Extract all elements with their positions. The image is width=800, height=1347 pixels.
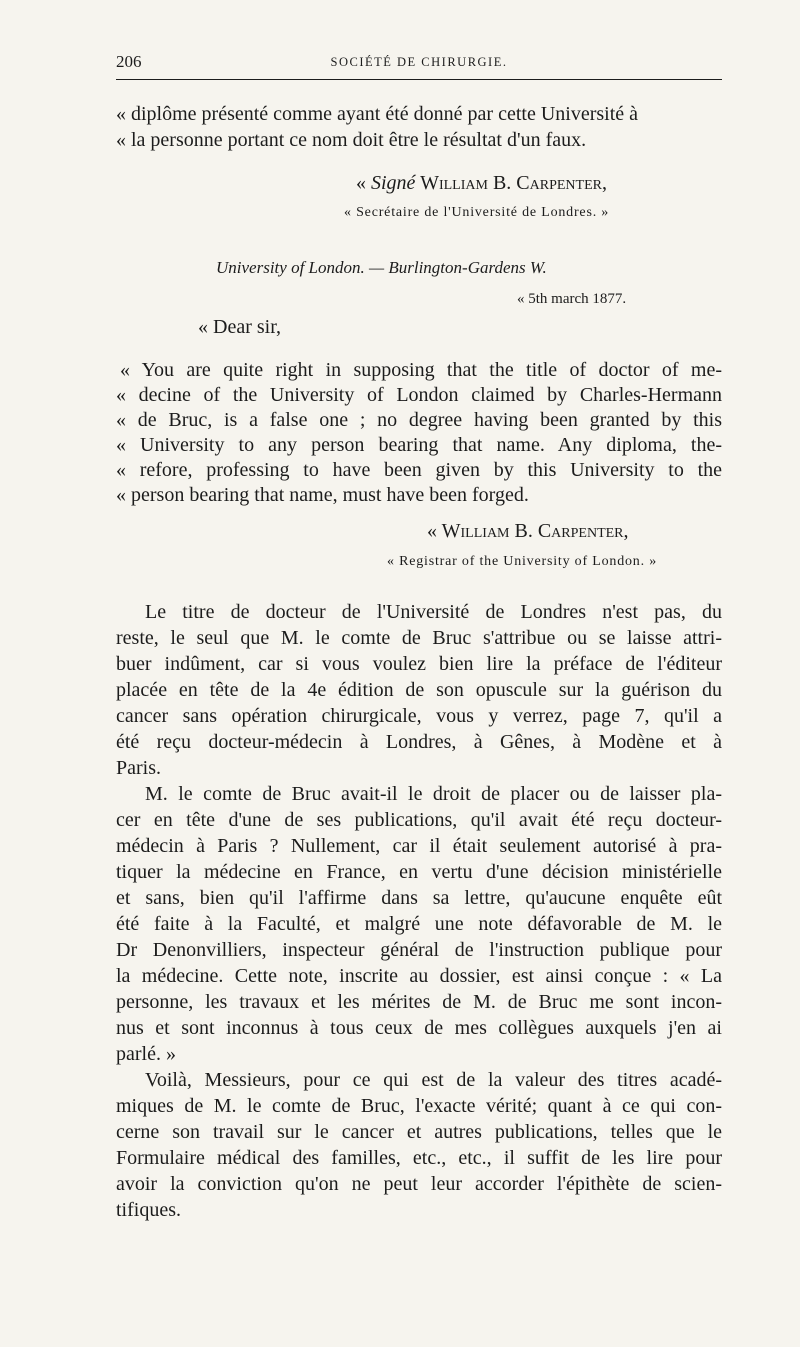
paragraph-1-line: été reçu docteur-médecin à Londres, à Gênes, à Modène et à — [116, 731, 722, 753]
signature-name: William B. Carpenter, — [415, 172, 607, 194]
paragraph-3-line: Voilà, Messieurs, pour ce qui est de la valeur des titres acadé- — [145, 1069, 722, 1091]
paragraph-2-line: personne, les travaux et les mérites de M. de Bruc me sont incon- — [116, 991, 722, 1013]
paragraph-2-line: nus et sont inconnus à tous ceux de mes collègues auxquels j'en ai — [116, 1017, 722, 1039]
paragraph-2-line: et sans, bien qu'il l'affirme dans sa lettre, qu'aucune enquête eût — [116, 887, 722, 909]
paragraph-2-line: cer en tête d'une de ses publications, qu'il avait été reçu docteur- — [116, 809, 722, 831]
french-letter-signature — [356, 173, 607, 193]
page-number: 206 — [116, 52, 142, 71]
running-title: SOCIÉTÉ DE CHIRURGIE. — [330, 55, 508, 69]
english-letter-signature: « William B. Carpenter, — [427, 520, 629, 542]
english-letter-line: « University to any person bearing that name. Any diploma, the- — [116, 434, 722, 456]
paragraph-2-line: médecin à Paris ? Nullement, car il était seulement autorisé à pra- — [116, 835, 722, 857]
paragraph-2-line: Dr Denonvilliers, inspecteur général de l'instruction publique pour — [116, 939, 722, 961]
letter-salutation: « Dear sir, — [198, 316, 282, 338]
page-header — [116, 52, 722, 78]
paragraph-1-line: placée en tête de la 4e édition de son opuscule sur la guérison du — [116, 679, 722, 701]
french-letter-line: « diplôme présenté comme ayant été donné par cette Université à — [116, 103, 639, 125]
paragraph-1-line: Le titre de docteur de l'Université de Londres n'est pas, du — [145, 601, 722, 623]
paragraph-1-line: cancer sans opération chirurgicale, vous y verrez, page 7, qu'il a — [116, 705, 722, 727]
paragraph-3-line: avoir la conviction qu'on ne peut leur accorder l'épithète de scien- — [116, 1173, 722, 1195]
letter-date: « 5th march 1877. — [517, 291, 627, 307]
english-letter-line: « You are quite right in supposing that the title of doctor of me- — [120, 359, 722, 381]
paragraph-1-line: buer indûment, car si vous voulez bien lire la préface de l'éditeur — [116, 653, 722, 675]
paragraph-2-line: été faite à la Faculté, et malgré une note défavorable de M. le — [116, 913, 722, 935]
english-letter-line: « person bearing that name, must have been forged. — [116, 484, 529, 506]
french-letter-signature-title: « Secrétaire de l'Université de Londres. » — [344, 205, 610, 220]
english-letter-signature-title: « Registrar of the University of London. » — [387, 554, 657, 569]
signature-quote: « — [356, 172, 371, 194]
english-letter-line: « decine of the University of London claimed by Charles-Hermann — [116, 384, 722, 406]
header-rule — [116, 79, 722, 80]
french-letter-line: « la personne portant ce nom doit être le résultat d'un faux. — [116, 129, 587, 151]
paragraph-2-line: tiquer la médecine en France, en vertu d'une décision ministérielle — [116, 861, 722, 883]
paragraph-1-line: Paris. — [116, 757, 161, 779]
paragraph-2-line: la médecine. Cette note, inscrite au dossier, est ainsi conçue : « La — [116, 965, 722, 987]
letter-address: University of London. — Burlington-Gardens W. — [216, 258, 547, 277]
paragraph-3-line: miques de M. le comte de Bruc, l'exacte vérité; quant à ce qui con- — [116, 1095, 722, 1117]
english-letter-line: « de Bruc, is a false one ; no degree having been granted by this — [116, 409, 722, 431]
paragraph-3-line: tifiques. — [116, 1199, 181, 1221]
paragraph-3-line: Formulaire médical des familles, etc., etc., il suffit de les lire pour — [116, 1147, 722, 1169]
english-letter-line: « refore, professing to have been given by this University to the — [116, 459, 722, 481]
signed-word: Signé — [371, 172, 416, 194]
paragraph-2-line: M. le comte de Bruc avait-il le droit de placer ou de laisser pla- — [145, 783, 722, 805]
paragraph-2-line: parlé. » — [116, 1043, 176, 1065]
paragraph-3-line: cerne son travail sur le cancer et autres publications, telles que le — [116, 1121, 722, 1143]
paragraph-1-line: reste, le seul que M. le comte de Bruc s'attribue ou se laisse attri- — [116, 627, 722, 649]
